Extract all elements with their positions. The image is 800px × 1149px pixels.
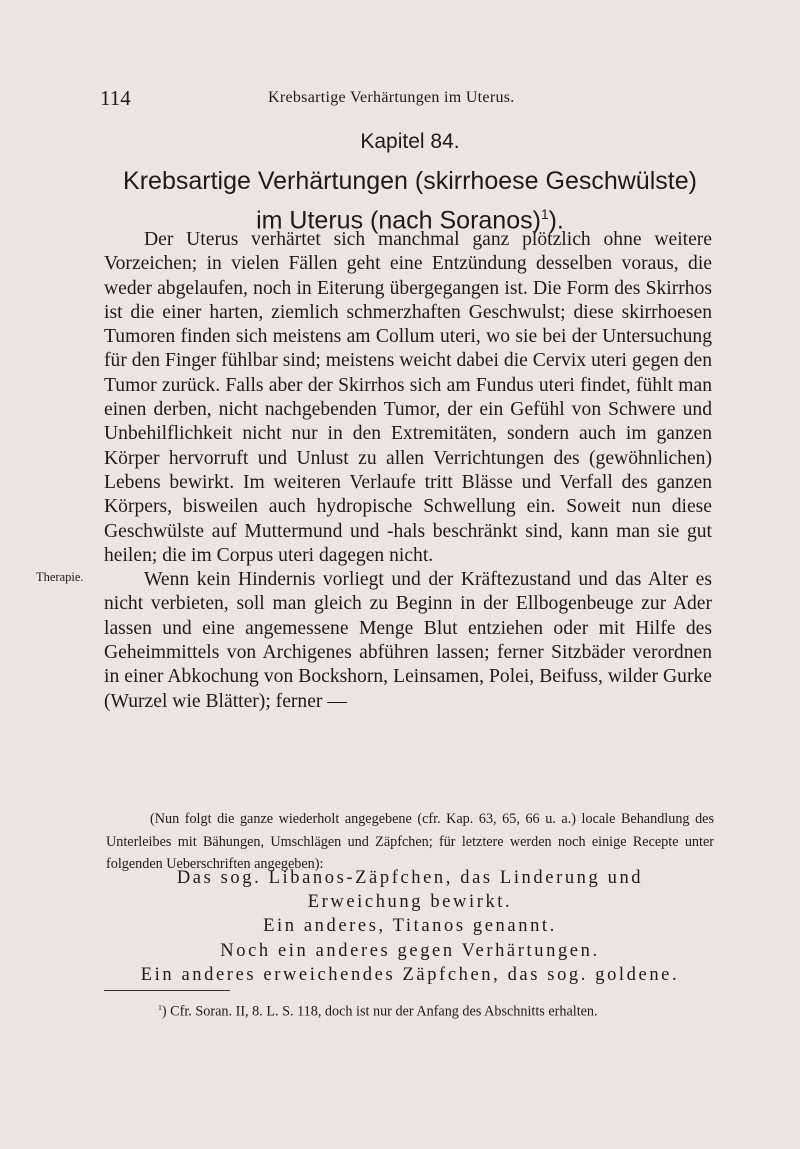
- chapter-title-line-1: Krebsartige Verhärtungen (skirrhoese Geschwülste): [123, 167, 697, 195]
- footnote: [104, 997, 716, 1023]
- recipe-title-2: Ein anderes, Titanos genannt.: [263, 916, 557, 937]
- footnote-marker: 1: [158, 1003, 162, 1012]
- bracketed-note-text: (Nun folgt die ganze wiederholt angegebene (cfr. Kap. 63, 65, 66 u. a.) locale Behandlung des Unterleibes mit Bähungen, Umschlägen und Zäpfchen; für letztere werden noch einige Recepte unter folgenden Ueberschriften angegeben):: [106, 811, 714, 872]
- recipe-title-1-cont: Erweichung bewirkt.: [307, 892, 513, 913]
- footnote-text: ) Cfr. Soran. II, 8. L. S. 118, doch ist nur der Anfang des Abschnitts erhalten.: [161, 1003, 598, 1020]
- footnote-text-block: [104, 997, 716, 1023]
- chapter-title: [100, 164, 720, 237]
- chapter-label: Kapitel 84.: [360, 130, 460, 153]
- margin-note-therapie: Therapie.: [36, 570, 84, 584]
- page-number: 114: [100, 86, 131, 110]
- recipe-titles: [100, 866, 720, 987]
- running-header: [100, 86, 720, 116]
- running-title: Krebsartige Verhärtungen im Uterus.: [268, 89, 515, 106]
- paragraph-1: Der Uterus verhärtet sich manchmal ganz plötzlich ohne weitere Vorzeichen; in vielen Fällen geht eine Entzündung desselben voraus, die weder abgelaufen, noch in Eiterung übergegangen ist. Die Form des Skirrhos ist die einer harten, ziemlich schmerzhaften Geschwulst; diese skirrhoesen Tumoren finden sich meistens am Collum uteri, wo sie bei der Untersuchung für den Finger fühlbar sind; meistens weicht dabei die Cervix uteri gegen den Tumor zurück. Falls aber der Skirrhos sich am Fundus uteri findet, fühlt man einen derben, nicht nachgebenden Tumor, der ein Gefühl von Schwere und Unbehilflichkeit nicht nur in den Extremitäten, sondern auch im ganzen Körper hervorruft und Unlust zu allen Verrichtungen des (gewöhnlichen) Lebens bewirkt. Im weiteren Verlaufe tritt Blässe und Verfall des ganzen Körpers, bisweilen auch hydropische Schwellung ein. Soweit nun diese Geschwülste auf Muttermund und -hals beschränkt sind, kann man sie gut heilen; die im Corpus uteri dagegen nicht.: [104, 229, 712, 566]
- chapter-title-line-2-end: ).: [548, 206, 564, 235]
- chapter-title-line-2-text: im Uterus (nach Soranos): [256, 206, 541, 235]
- recipe-title-4: Ein anderes erweichendes Zäpfchen, das sog. goldene.: [140, 964, 680, 985]
- footnote-divider: [104, 990, 230, 991]
- paragraph-2: Wenn kein Hindernis vorliegt und der Kräftezustand und das Alter es nicht verbieten, soll man gleich zu Beginn in der Ellbogenbeuge zur Ader lassen und eine angemessene Menge Blut entziehen oder mit Hilfe des Geheimmittels von Archigenes abführen lassen; ferner Sitzbäder verordnen in einer Abkochung von Bockshorn, Leinsamen, Polei, Beifuss, wilder Gurke (Wurzel wie Blätter); ferner —: [104, 569, 712, 712]
- body-text: [104, 228, 712, 714]
- recipe-title-3: Noch ein anderes gegen Verhärtungen.: [220, 940, 600, 961]
- footnote-reference: 1: [540, 207, 549, 222]
- recipe-title-1: Das sog. Libanos-Zäpfchen, das Linderung und: [176, 868, 644, 888]
